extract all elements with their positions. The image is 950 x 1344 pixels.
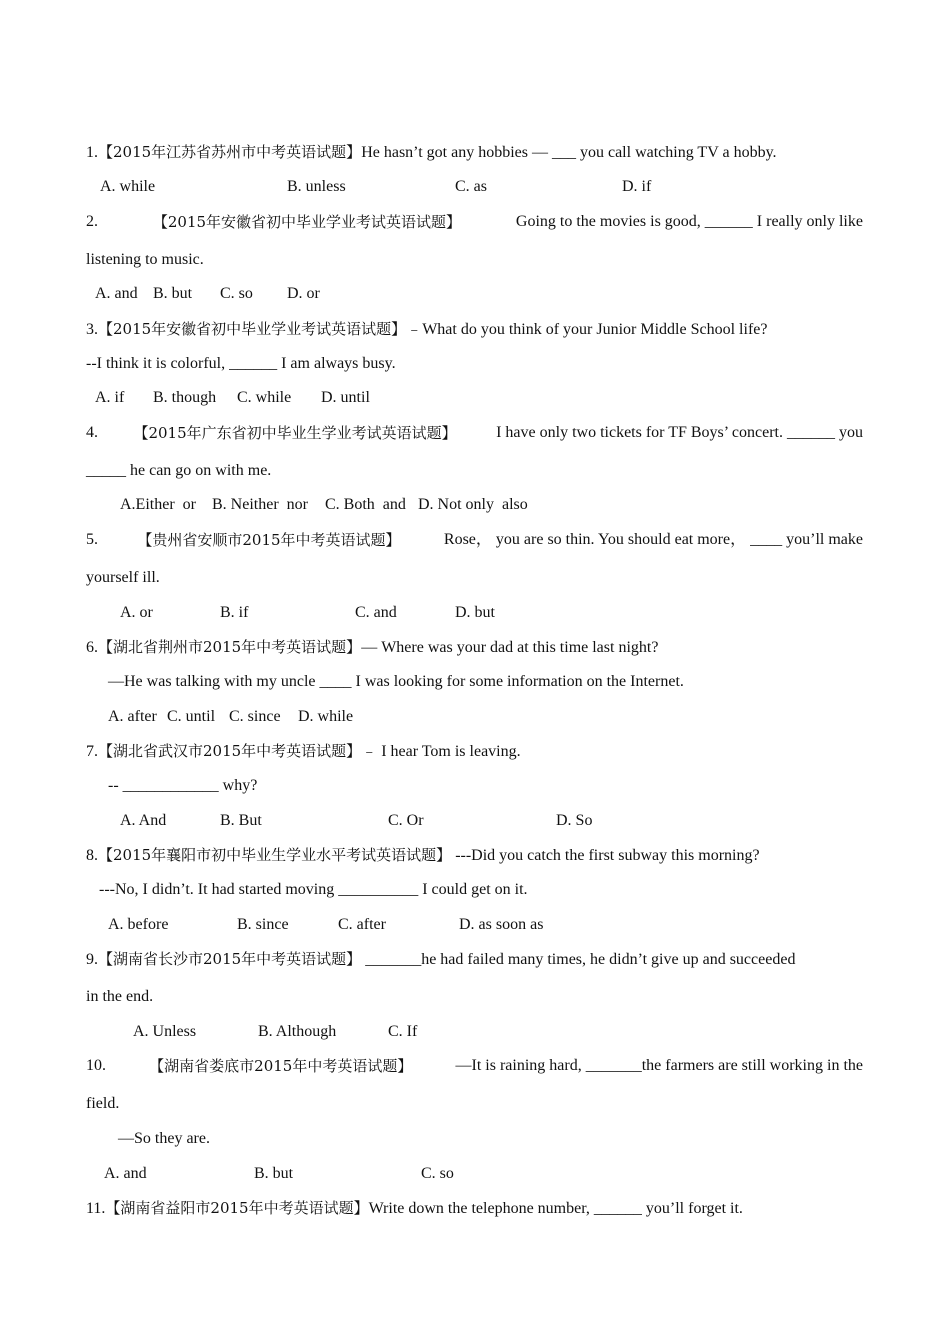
option: B. if [220,604,249,621]
question-6: 6.【湖北省荆州市2015年中考英语试题】— Where was your dad at this time last night? [86,638,659,656]
question-9-continued: in the end. [86,988,154,1005]
option: B. but [153,285,193,302]
question-1: 1.【2015年江苏省苏州市中考英语试题】He hasn’t got any hobbies — ___ you call watching TV a hobby. [86,143,777,161]
option: B. Although [258,1023,337,1040]
option: B. though [153,389,217,406]
question-6-reply: —He was talking with my uncle ____ I was looking for some information on the Internet. [108,673,684,690]
option: B. but [254,1165,294,1182]
option: D. as soon as [459,916,544,933]
question-2-continued: listening to music. [86,251,204,268]
option: A. And [120,812,167,829]
question-4: 4. 【2015年广东省初中毕业生学业考试英语试题】 I have only two tickets for TF Boys’ concert. ______ you [86,424,863,442]
option: A. and [95,285,138,302]
question-10-continued: field. [86,1095,120,1112]
option: C. until [167,708,216,725]
question-10: 10. 【湖南省娄底市2015年中考英语试题】 —It is raining hard, _______the farmers are still working in the [86,1057,863,1075]
option: C. after [338,916,386,933]
option: C. while [237,389,292,406]
option: A. before [108,916,169,933]
question-7: 7.【湖北省武汉市2015年中考英语试题】﹣ I hear Tom is leaving. [86,742,521,760]
option: C. Both and [325,496,406,513]
question-8-reply: ---No, I didn’t. It had started moving __________ I could get on it. [99,881,528,898]
option: D. until [321,389,370,406]
option: B. since [237,916,289,933]
option: D. but [455,604,495,621]
option: A. or [120,604,153,621]
question-3-reply: --I think it is colorful, ______ I am always busy. [86,355,396,372]
option: A. and [104,1165,147,1182]
option: C. and [355,604,397,621]
option: C. so [220,285,253,302]
question-5: 5. 【贵州省安顺市2015年中考英语试题】 Rose， you are so thin. You should eat more， ____ you’ll make [86,531,863,549]
question-2: 2. 【2015年安徽省初中毕业学业考试英语试题】 Going to the movies is good, ______ I really only like [86,213,863,231]
option: A. if [95,389,125,406]
option: B. But [220,812,262,829]
option: B. unless [287,178,346,195]
question-8: 8.【2015年襄阳市初中毕业生学业水平考试英语试题】 ---Did you catch the first subway this morning? [86,846,760,864]
option: D. So [556,812,593,829]
question-7-reply: -- ____________ why? [108,777,258,794]
question-4-continued: _____ he can go on with me. [86,462,272,479]
question-11: 11.【湖南省益阳市2015年中考英语试题】Write down the telephone number, ______ you’ll forget it. [86,1199,743,1217]
option: C. since [229,708,281,725]
option: A. while [100,178,156,195]
question-9: 9.【湖南省长沙市2015年中考英语试题】 _______he had failed many times, he didn’t give up and succeeded [86,950,796,968]
option: A. after [108,708,157,725]
option: B. Neither nor [212,496,308,513]
question-10-reply: —So they are. [118,1130,210,1147]
option: C. so [421,1165,454,1182]
option: C. Or [388,812,424,829]
option: D. if [622,178,652,195]
option: D. while [298,708,354,725]
option: A. Unless [133,1023,197,1040]
question-3: 3.【2015年安徽省初中毕业学业考试英语试题】﹣What do you think of your Junior Middle School life? [86,320,768,338]
option: D. Not only also [418,496,528,513]
option: D. or [287,285,320,302]
option: C. If [388,1023,418,1040]
option: C. as [455,178,487,195]
question-5-continued: yourself ill. [86,569,160,586]
option: A.Either or [120,496,196,513]
